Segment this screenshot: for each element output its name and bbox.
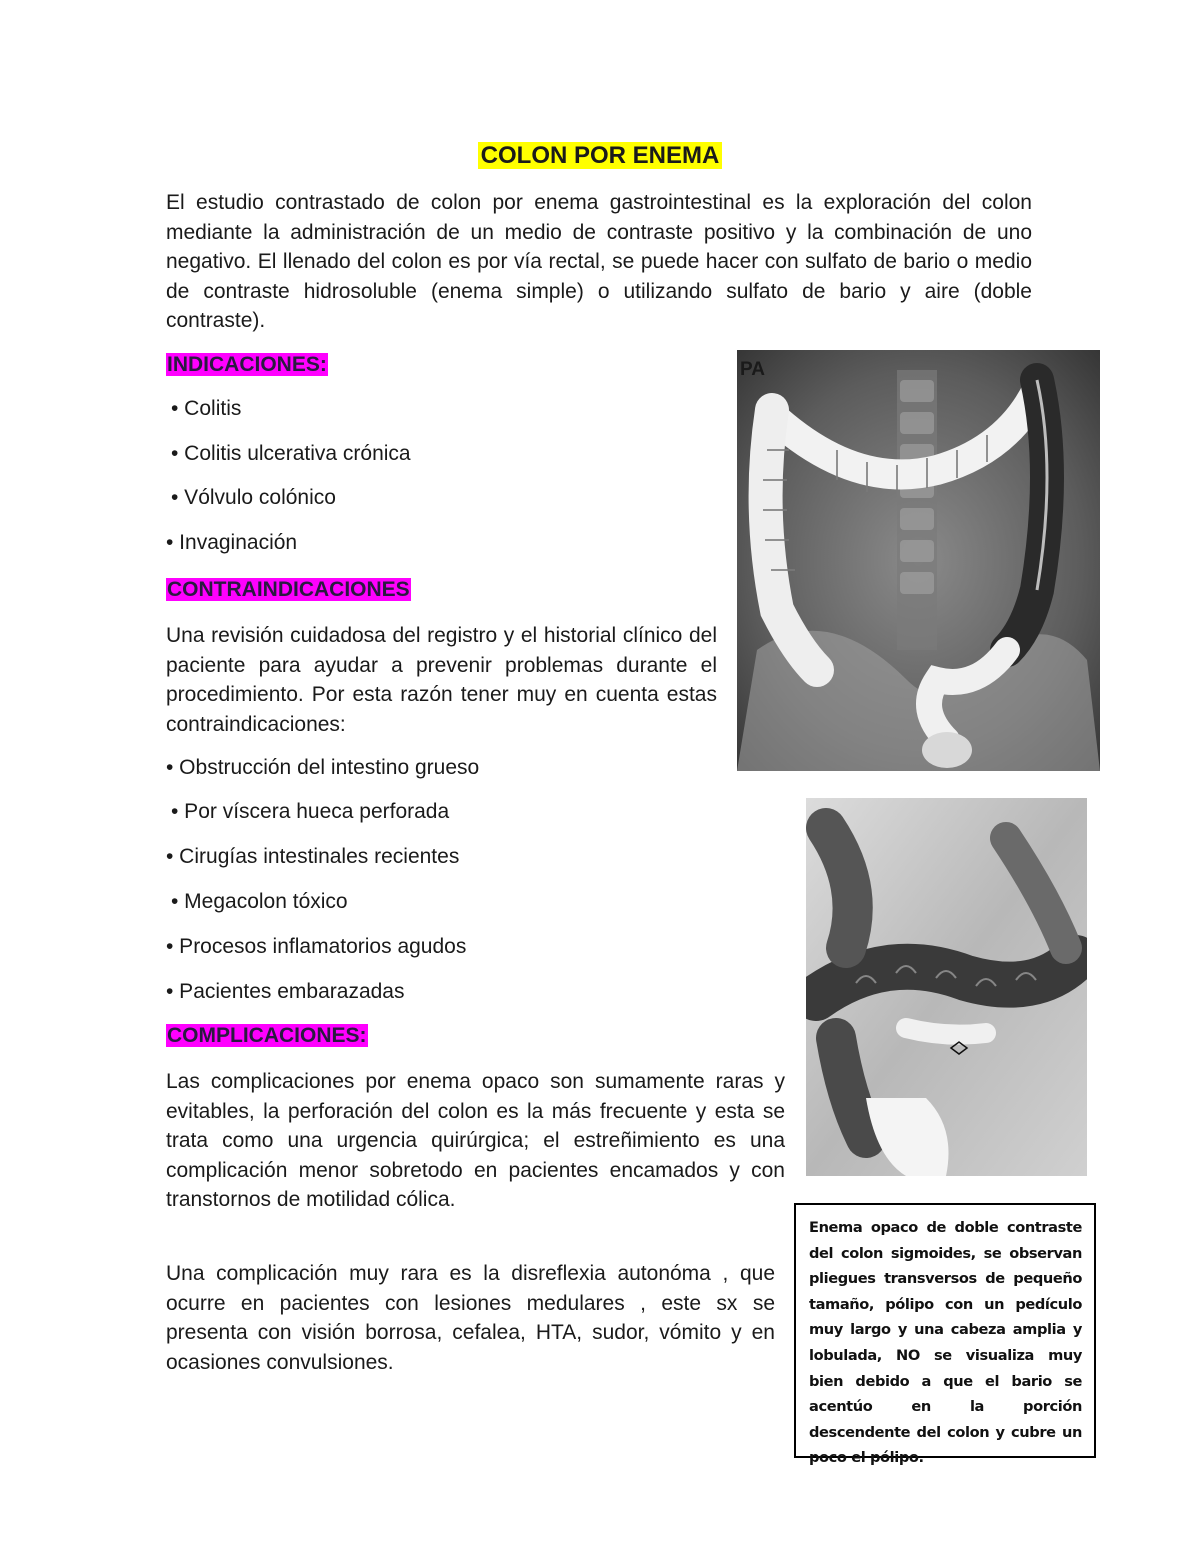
xray-image-sigmoid bbox=[806, 798, 1087, 1176]
contraindicaciones-paragraph: Una revisión cuidadosa del registro y el historial clínico del paciente para ayudar a prevenir problemas durante el procedimiento. Por esta razón tener muy en cuenta estas contraindicaciones: bbox=[166, 624, 717, 736]
xray-sigmoid-drawing bbox=[806, 798, 1087, 1176]
complicaciones-heading bbox=[166, 1022, 368, 1050]
complicaciones-paragraph-2: Una complicación muy rara es la disreflexia autonóma , que ocurre en pacientes con lesiones medulares , este sx se presenta con visión borrosa, cefalea, HTA, sudor, vómito y en ocasiones convulsiones. bbox=[166, 1262, 775, 1374]
page-title bbox=[0, 141, 1200, 171]
list-item: • Obstrucción del intestino grueso bbox=[166, 756, 480, 779]
list-item: • Por víscera hueca perforada bbox=[171, 800, 450, 823]
complicaciones-heading-text: COMPLICACIONES: bbox=[167, 1024, 367, 1047]
indicaciones-heading bbox=[166, 351, 328, 379]
figure-caption-box bbox=[794, 1203, 1096, 1467]
indicaciones-heading-text: INDICACIONES: bbox=[167, 353, 327, 376]
list-item: • Colitis ulcerativa crónica bbox=[171, 442, 411, 465]
contraindicaciones-heading-text: CONTRAINDICACIONES bbox=[167, 578, 410, 601]
list-item: • Colitis bbox=[171, 397, 242, 420]
page-title-text: COLON POR ENEMA bbox=[478, 142, 723, 169]
list-item: • Vólvulo colónico bbox=[171, 486, 336, 509]
complicaciones-paragraph-1: Las complicaciones por enema opaco son sumamente raras y evitables, la perforación del colon es la más frecuente y esta se trata como una urgencia quirúrgica; el estreñimiento es una complicación menor sobretodo en pacientes encamados y con transtornos de motilidad cólica. bbox=[166, 1070, 785, 1211]
xray-image-pa bbox=[737, 350, 1100, 771]
list-item: • Cirugías intestinales recientes bbox=[166, 845, 460, 868]
contraindicaciones-heading bbox=[166, 576, 411, 604]
xray-pa-label: PA bbox=[740, 359, 765, 380]
xray-pa-drawing bbox=[737, 350, 1100, 771]
list-item: • Pacientes embarazadas bbox=[166, 980, 405, 1003]
figure-caption-text: Enema opaco de doble contraste del colon sigmoides, se observan pliegues transversos de pequeño tamaño, pólipo con un pedículo muy largo y una cabeza amplia y lobulada, NO se visualiza muy bien debido a que el bario se acentúo en la porción descendente del colon y cubre un poco el pólipo. bbox=[809, 1219, 1082, 1467]
list-item: • Megacolon tóxico bbox=[171, 890, 348, 913]
list-item: • Procesos inflamatorios agudos bbox=[166, 935, 467, 958]
intro-paragraph: El estudio contrastado de colon por enema gastrointestinal es la exploración del colon mediante la administración de un medio de contraste positivo y la combinación de uno negativo. El llenado del colon es por vía rectal, se puede hacer con sulfato de bario o medio de contraste hidrosoluble (enema simple) o utilizando sulfato de bario y aire (doble contraste). bbox=[166, 191, 1032, 332]
list-item: • Invaginación bbox=[166, 531, 298, 554]
